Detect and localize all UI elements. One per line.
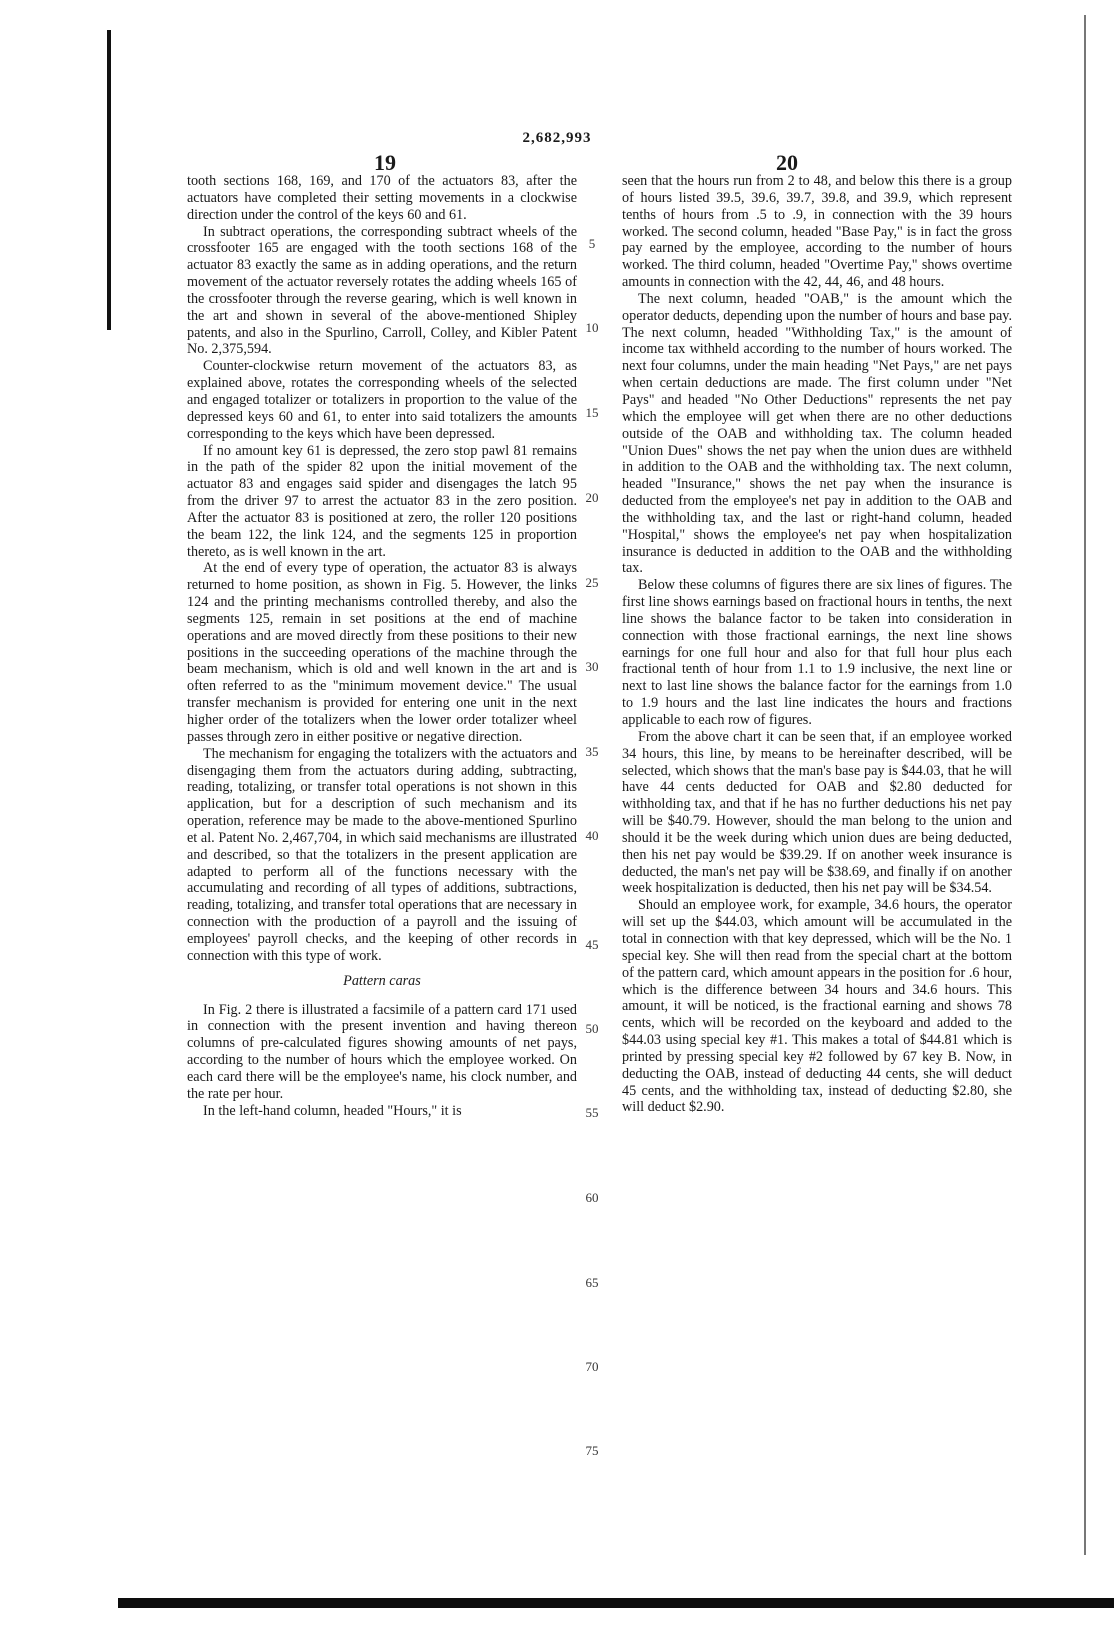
scan-edge-right <box>1084 15 1086 1555</box>
paragraph: From the above chart it can be seen that, if an employee worked 34 hours, this line, by means to be hereinafter described, will be selected, which shows that the man's base pay is $44.03, that he will have 44 cents deducted for OAB and $2.80 deducted for withholding tax, and that if he has no further deductions his net pay will be $40.79. However, should the man belong to the union and should it be the week during which union dues are being deducted, then his net pay would be $39.29. If on another week insurance is deducted, the man's net pay will be $38.69, and finally if on another week hospitalization is deducted, then his net pay will be $34.54. <box>622 728 1012 897</box>
right-column-number: 20 <box>776 150 798 175</box>
line-number: 55 <box>585 1105 599 1120</box>
paragraph: seen that the hours run from 2 to 48, and below this there is a group of hours listed 39.5, 39.6, 39.7, 39.8, and 39.9, which represent tenths of hours from .5 to .9, in connection with the 39 hours worked. The second column, headed "Base Pay," is in fact the gross pay earned by the employee, according to the number of hours worked. The third column, headed "Overtime Pay," shows overtime amounts in connection with the 42, 44, 46, and 48 hours. <box>622 173 1012 291</box>
line-number: 60 <box>585 1190 599 1205</box>
paragraph: tooth sections 168, 169, and 170 of the actuators 83, after the actuators have completed their setting movements in a clockwise direction under the control of the keys 60 and 61. <box>187 173 577 223</box>
line-number: 10 <box>585 320 599 335</box>
line-number: 65 <box>585 1275 599 1290</box>
section-heading: Pattern caras <box>343 972 421 989</box>
left-text-column <box>187 173 577 1119</box>
right-text-column <box>622 173 1012 1116</box>
line-number: 50 <box>585 1021 599 1036</box>
paragraph: The next column, headed "OAB," is the amount which the operator deducts, depending upon the number of hours and base pay. The next column, headed "Withholding Tax," is the amount of income tax withheld according to the number of hours worked. The next four columns, under the main heading "Net Pays," are net pays when certain deductions are made. The first column under "Net Pays" and headed "No Other Deductions" represents the net pay which the employee will get when there are no other deductions outside of the OAB and withholding tax. The column headed "Union Dues" shows the net pay when the union dues are withheld in addition to the OAB and the withholding tax. The next column, headed "Insurance," shows the net pay when the insurance is deducted from the employee's net pay in addition to the OAB and the withholding tax, and the last or right-hand column, headed "Hospital," shows the employee's net pay when hospitalization insurance is deducted in addition to the OAB and the withholding tax. <box>622 290 1012 577</box>
line-number: 30 <box>585 659 599 674</box>
paragraph: In the left-hand column, headed "Hours," it is <box>203 1102 462 1119</box>
line-number: 35 <box>585 744 599 759</box>
paragraph: In subtract operations, the corresponding subtract wheels of the crossfooter 165 are engaged with the tooth sections 168 of the actuator 83 exactly the same as in adding operations, and the return movement of the actuator reversely rotates the adding wheels 165 of the crossfooter through the reverse gearing, which is well known in the art and shown in several of the above-mentioned Shipley patents, and also in the Spurlino, Carroll, Colley, and Kibler Patent No. 2,375,594. <box>187 223 577 358</box>
line-number: 5 <box>588 236 596 251</box>
scan-edge-left <box>107 30 111 330</box>
paragraph: Below these columns of figures there are six lines of figures. The first line shows earnings based on fractional hours in tenths, the next line shows the balance factor to be taken into consideration in connection with those fractional earnings, the next line shows earnings for one full hour and also for that full hour plus each fractional tenth of hour from 1.1 to 1.9 inclusive, the next line or next to last line shows the balance factor for the earnings from 1.0 to 1.9 hours and the last line indicates the hours and fractions applicable to each row of figures. <box>622 577 1012 728</box>
patent-number: 2,682,993 <box>522 130 592 146</box>
line-number: 40 <box>585 828 599 843</box>
line-number: 70 <box>585 1359 599 1374</box>
paragraph: If no amount key 61 is depressed, the zero stop pawl 81 remains in the path of the spider 82 upon the initial movement of the actuator 83 and engages said spider and disengages the latch 95 from the driver 97 to arrest the actuator 83 in the zero position. After the actuator 83 is positioned at zero, the roller 120 positions the beam 122, the link 124, and the segments 125 in proportion thereto, as is well known in the art. <box>187 442 577 560</box>
paragraph: Should an employee work, for example, 34.6 hours, the operator will set up the $44.03, which amount will be accumulated in the total in connection with that key depressed, which will be the No. 1 special key. She will then read from the special chart at the bottom of the pattern card, which amount appears in the position for .6 hour, which is the difference between 34 hours and 34.6 hours. This amount, it will be noticed, is the fractional earning and shows 78 cents, which will be recorded on the keyboard and added to the $44.03 using special key #1. This makes a total of $44.81 which is printed by pressing special key #2 followed by 67 key B. Now, in deducting the OAB, instead of deducting 44 cents, she will deduct 45 cents, and the withholding tax, instead of deducting $2.80, she will deduct $2.90. <box>622 897 1012 1116</box>
scan-edge-bottom <box>118 1598 1114 1608</box>
paragraph: Counter-clockwise return movement of the actuators 83, as explained above, rotates the corresponding wheels of the selected and engaged totalizer or totalizers in proportion to the value of the depressed keys 60 and 61, to enter into said totalizers the amounts corresponding to the keys which have been depressed. <box>187 358 577 442</box>
line-number: 45 <box>585 937 599 952</box>
left-column-number: 19 <box>374 150 396 175</box>
line-number: 15 <box>585 405 599 420</box>
paragraph: The mechanism for engaging the totalizers with the actuators and disengaging them from the actuators during adding, subtracting, reading, totalizing, or transfer total operations is not shown in this application, but for a description of such mechanism and its operation, reference may be made to the above-mentioned Spurlino et al. Patent No. 2,467,704, in which said mechanisms are illustrated and described, so that the totalizers in the present application are adapted to perform all of the functions necessary with the accumulating and recording of all types of additions, subtractions, reading, totalizing, and transfer total operations that are necessary in connection with the production of a payroll and the issuing of employees' payroll checks, and the keeping of other records in connection with this type of work. <box>187 745 577 964</box>
line-number: 25 <box>585 575 599 590</box>
line-number: 20 <box>585 490 599 505</box>
paragraph: At the end of every type of operation, the actuator 83 is always returned to home position, as shown in Fig. 5. However, the links 124 and the printing mechanisms controlled thereby, and also the segments 125, remain in set positions at the end of machine operations and are moved directly from these positions to their new positions in the succeeding operations of the machine through the beam mechanism, which is old and well known in the art and is often referred to as the "minimum movement device." The usual transfer mechanism is provided for entering one unit in the next higher order of the totalizers when the lower order totalizer wheel passes through zero in either positive or negative direction. <box>187 560 577 745</box>
paragraph: In Fig. 2 there is illustrated a facsimile of a pattern card 171 used in connection with the present invention and having thereon columns of pre-calculated figures showing amounts of net pays, according to the number of hours which the employee worked. On each card there will be the employee's name, his clock number, and the rate per hour. <box>187 1001 577 1102</box>
line-number: 75 <box>585 1443 599 1458</box>
